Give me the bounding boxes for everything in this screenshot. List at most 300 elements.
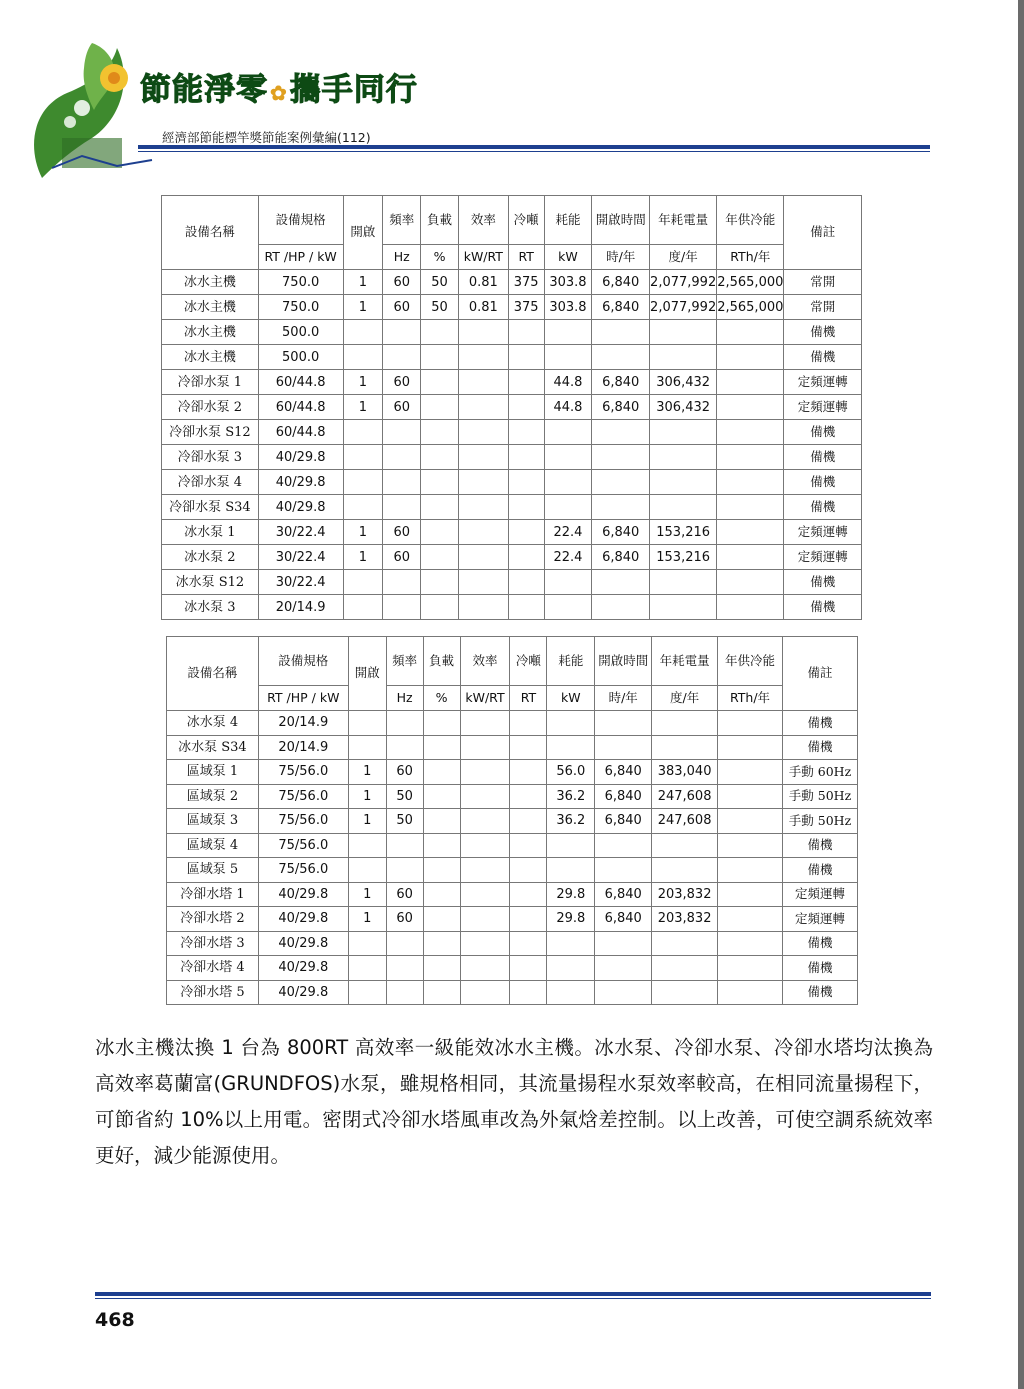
cell-load [421, 345, 459, 370]
unit-freq: Hz [386, 686, 423, 711]
cell-name: 冰水主機 [162, 270, 259, 295]
slogan-left: 節能淨零 [140, 72, 268, 108]
cell-hours: 6,840 [595, 784, 652, 809]
cell-freq [383, 320, 421, 345]
cell-cooling [717, 570, 784, 595]
table-row [162, 520, 862, 545]
cell-spec: 75/56.0 [258, 858, 348, 883]
cell-freq [386, 711, 423, 736]
cell-freq: 60 [383, 545, 421, 570]
cell-name: 冷卻水泵 4 [162, 470, 259, 495]
table-row [167, 711, 858, 736]
cell-tons [508, 495, 544, 520]
cell-on [343, 570, 383, 595]
cell-load [421, 445, 459, 470]
cell-load [421, 520, 459, 545]
cell-power [544, 470, 592, 495]
cell-spec: 60/44.8 [258, 395, 343, 420]
cell-hours [592, 495, 650, 520]
cell-note: 常開 [784, 295, 862, 320]
cell-note: 定頻運轉 [784, 520, 862, 545]
cell-eff [458, 445, 508, 470]
header-rule [138, 145, 930, 149]
unit-cooling: RTh/年 [718, 686, 783, 711]
cell-eff [458, 345, 508, 370]
cell-cooling [718, 809, 783, 834]
cell-spec: 75/56.0 [258, 833, 348, 858]
cell-tons [508, 595, 544, 620]
cell-eff [458, 570, 508, 595]
cell-energy: 203,832 [652, 907, 718, 932]
cell-note: 備機 [782, 980, 857, 1005]
cell-energy: 383,040 [652, 760, 718, 785]
cell-on [348, 711, 386, 736]
cell-name: 冰水泵 S12 [162, 570, 259, 595]
cell-note: 定頻運轉 [782, 882, 857, 907]
table-row [167, 907, 858, 932]
table-row [162, 570, 862, 595]
cell-energy [650, 470, 717, 495]
cell-eff [460, 809, 510, 834]
cell-power: 22.4 [544, 520, 592, 545]
unit-power: kW [544, 245, 592, 270]
col-energy: 年耗電量 [650, 196, 717, 245]
cell-hours [595, 980, 652, 1005]
cell-eff [458, 495, 508, 520]
cell-tons [508, 520, 544, 545]
col-name: 設備名稱 [162, 196, 259, 270]
cell-freq [383, 345, 421, 370]
cell-power [547, 956, 595, 981]
cell-power [547, 833, 595, 858]
cell-freq: 60 [383, 270, 421, 295]
cell-name: 冷卻水泵 1 [162, 370, 259, 395]
cell-note: 備機 [782, 833, 857, 858]
cell-power [544, 570, 592, 595]
cell-name: 冰水主機 [162, 320, 259, 345]
cell-energy [652, 858, 718, 883]
header-rule-thin [138, 151, 930, 152]
cell-energy: 203,832 [652, 882, 718, 907]
cell-spec: 40/29.8 [258, 956, 348, 981]
cell-energy: 2,077,992 [650, 295, 717, 320]
cell-eff [460, 833, 510, 858]
cell-cooling [717, 320, 784, 345]
cell-name: 區域泵 2 [167, 784, 259, 809]
cell-on: 1 [348, 907, 386, 932]
cell-freq [383, 570, 421, 595]
cell-spec: 40/29.8 [258, 907, 348, 932]
cell-on: 1 [343, 520, 383, 545]
cell-eff [458, 595, 508, 620]
cell-power: 22.4 [544, 545, 592, 570]
cell-tons [508, 470, 544, 495]
cell-cooling [718, 980, 783, 1005]
cell-on [348, 833, 386, 858]
col-cooling: 年供冷能 [717, 196, 784, 245]
footer-rule-thin [95, 1298, 931, 1299]
cell-eff [460, 858, 510, 883]
cell-energy [650, 420, 717, 445]
table-row [162, 545, 862, 570]
cell-load: 50 [421, 295, 459, 320]
table-row [162, 445, 862, 470]
cell-power: 29.8 [547, 882, 595, 907]
cell-name: 冰水泵 4 [167, 711, 259, 736]
cell-freq: 50 [386, 784, 423, 809]
page-number: 468 [95, 1309, 135, 1331]
cell-freq [383, 420, 421, 445]
cell-power [547, 735, 595, 760]
cell-name: 冷卻水塔 3 [167, 931, 259, 956]
unit-freq: Hz [383, 245, 421, 270]
slogan-right: 攜手同行 [289, 72, 418, 108]
cell-hours [592, 570, 650, 595]
cell-note: 備機 [784, 445, 862, 470]
cell-tons [510, 784, 547, 809]
cell-load [423, 931, 460, 956]
cell-name: 冰水泵 2 [162, 545, 259, 570]
cell-spec: 40/29.8 [258, 470, 343, 495]
cell-load [423, 711, 460, 736]
cell-note: 備機 [782, 711, 857, 736]
cell-spec: 30/22.4 [258, 545, 343, 570]
table-row [167, 980, 858, 1005]
cell-hours [595, 858, 652, 883]
cell-power: 44.8 [544, 395, 592, 420]
equipment-table-2 [166, 636, 858, 1005]
cell-on [343, 420, 383, 445]
cell-energy: 247,608 [652, 784, 718, 809]
flower-dot-icon: ✿ [270, 81, 288, 105]
cell-tons [510, 833, 547, 858]
cell-cooling [717, 595, 784, 620]
cell-spec: 750.0 [258, 270, 343, 295]
cell-power: 36.2 [547, 809, 595, 834]
cell-tons [508, 320, 544, 345]
header-subtitle: 經濟部節能標竿獎節能案例彙編(112) [162, 130, 371, 145]
table-row [167, 760, 858, 785]
col-on: 開啟 [348, 637, 386, 711]
unit-tons: RT [508, 245, 544, 270]
cell-tons [510, 858, 547, 883]
cell-hours [592, 320, 650, 345]
cell-on [343, 470, 383, 495]
cell-freq: 60 [383, 370, 421, 395]
table-row [167, 833, 858, 858]
cell-energy [650, 445, 717, 470]
cell-on: 1 [348, 882, 386, 907]
col-spec: 設備規格 [258, 196, 343, 245]
table-row [167, 735, 858, 760]
cell-on: 1 [343, 545, 383, 570]
cell-name: 區域泵 4 [167, 833, 259, 858]
cell-freq [383, 445, 421, 470]
cell-hours [592, 595, 650, 620]
table-row [167, 784, 858, 809]
col-energy: 年耗電量 [652, 637, 718, 686]
cell-energy: 247,608 [652, 809, 718, 834]
cell-spec: 30/22.4 [258, 520, 343, 545]
cell-spec: 30/22.4 [258, 570, 343, 595]
cell-freq [383, 595, 421, 620]
cell-note: 備機 [784, 595, 862, 620]
cell-energy [652, 833, 718, 858]
cell-spec: 500.0 [258, 345, 343, 370]
cell-power [544, 345, 592, 370]
cell-energy: 153,216 [650, 545, 717, 570]
cell-load: 50 [421, 270, 459, 295]
cell-name: 區域泵 5 [167, 858, 259, 883]
col-tons: 冷噸 [508, 196, 544, 245]
table-2-body [167, 711, 858, 1005]
cell-on [343, 345, 383, 370]
cell-load [421, 495, 459, 520]
table-row [162, 420, 862, 445]
cell-load [421, 420, 459, 445]
cell-cooling [718, 711, 783, 736]
cell-power: 303.8 [544, 295, 592, 320]
cell-on: 1 [343, 270, 383, 295]
cell-freq [386, 956, 423, 981]
cell-name: 冰水泵 S34 [167, 735, 259, 760]
col-note: 備註 [782, 637, 857, 711]
cell-load [423, 956, 460, 981]
table-row [167, 858, 858, 883]
cell-power: 36.2 [547, 784, 595, 809]
cell-power [544, 445, 592, 470]
equipment-table-1 [161, 195, 862, 620]
cell-hours: 6,840 [592, 270, 650, 295]
col-cooling: 年供冷能 [718, 637, 783, 686]
cell-hours: 6,840 [592, 295, 650, 320]
cell-tons [508, 570, 544, 595]
cell-hours: 6,840 [595, 809, 652, 834]
table-row [162, 370, 862, 395]
cell-freq: 60 [386, 760, 423, 785]
cell-spec: 60/44.8 [258, 420, 343, 445]
cell-tons [510, 882, 547, 907]
cell-freq: 50 [386, 809, 423, 834]
cell-load [423, 735, 460, 760]
cell-eff [460, 931, 510, 956]
cell-energy [652, 980, 718, 1005]
cell-cooling [717, 370, 784, 395]
cell-note: 備機 [784, 345, 862, 370]
cell-freq [383, 495, 421, 520]
cell-cooling [718, 833, 783, 858]
cell-note: 手動 60Hz [782, 760, 857, 785]
cell-hours: 6,840 [595, 882, 652, 907]
body-paragraph: 冰水主機汰換 1 台為 800RT 高效率一級能效冰水主機。冰水泵、冷卻水泵、冷卻水塔均汰換為高效率葛蘭富(GRUNDFOS)水泵，雖規格相同，其流量揚程水泵效率較高，在相同流量揚程下，可節省約 10%以上用電。密閉式冷卻水塔風車改為外氣焓差控制。以上改善，可使空調系統效率更好，減少能源使用。 [95, 1036, 933, 1167]
cell-eff: 0.81 [458, 270, 508, 295]
cell-name: 冰水泵 3 [162, 595, 259, 620]
unit-energy: 度/年 [652, 686, 718, 711]
unit-energy: 度/年 [650, 245, 717, 270]
table-row [162, 495, 862, 520]
page-edge [1018, 0, 1024, 1389]
cell-hours [592, 420, 650, 445]
cell-energy [650, 320, 717, 345]
cell-note: 備機 [784, 420, 862, 445]
cell-freq: 60 [383, 520, 421, 545]
cell-tons [508, 545, 544, 570]
cell-cooling [718, 760, 783, 785]
cell-name: 冷卻水泵 S34 [162, 495, 259, 520]
cell-spec: 75/56.0 [258, 784, 348, 809]
unit-eff: kW/RT [458, 245, 508, 270]
cell-load [423, 833, 460, 858]
cell-load [423, 809, 460, 834]
cell-name: 冰水主機 [162, 345, 259, 370]
cell-load [423, 907, 460, 932]
col-freq: 頻率 [386, 637, 423, 686]
cell-on [348, 735, 386, 760]
cell-note: 手動 50Hz [782, 809, 857, 834]
cell-tons [510, 760, 547, 785]
cell-energy [650, 570, 717, 595]
cell-spec: 60/44.8 [258, 370, 343, 395]
cell-eff [458, 320, 508, 345]
col-note: 備註 [784, 196, 862, 270]
cell-cooling [718, 882, 783, 907]
cell-load [423, 784, 460, 809]
cell-note: 備機 [784, 570, 862, 595]
cell-cooling: 2,565,000 [717, 295, 784, 320]
col-load: 負載 [423, 637, 460, 686]
cell-hours [595, 833, 652, 858]
cell-on: 1 [348, 809, 386, 834]
cell-load [421, 320, 459, 345]
cell-power [544, 320, 592, 345]
cell-spec: 40/29.8 [258, 882, 348, 907]
cell-on [348, 956, 386, 981]
col-hours: 開啟時間 [595, 637, 652, 686]
cell-freq [386, 735, 423, 760]
cell-hours [592, 445, 650, 470]
table-row [162, 295, 862, 320]
cell-hours [595, 956, 652, 981]
cell-cooling [717, 495, 784, 520]
cell-cooling [717, 395, 784, 420]
cell-spec: 20/14.9 [258, 711, 348, 736]
cell-freq: 60 [386, 907, 423, 932]
cell-energy [652, 956, 718, 981]
cell-cooling [718, 784, 783, 809]
cell-note: 定頻運轉 [784, 395, 862, 420]
table-row [167, 931, 858, 956]
cell-spec: 40/29.8 [258, 445, 343, 470]
unit-tons: RT [510, 686, 547, 711]
cell-freq [386, 858, 423, 883]
cell-on [343, 595, 383, 620]
cell-name: 冷卻水塔 4 [167, 956, 259, 981]
table-row [162, 320, 862, 345]
cell-name: 冰水泵 1 [162, 520, 259, 545]
cell-power: 56.0 [547, 760, 595, 785]
cell-freq: 60 [386, 882, 423, 907]
cell-tons [510, 735, 547, 760]
cell-name: 冷卻水塔 1 [167, 882, 259, 907]
cell-eff [460, 784, 510, 809]
cell-note: 備機 [782, 858, 857, 883]
cell-on [343, 445, 383, 470]
cell-name: 區域泵 1 [167, 760, 259, 785]
cell-on: 1 [343, 295, 383, 320]
cell-load [421, 395, 459, 420]
cell-eff [460, 882, 510, 907]
cell-eff [460, 980, 510, 1005]
cell-note: 備機 [782, 931, 857, 956]
cell-power [547, 711, 595, 736]
unit-hours: 時/年 [592, 245, 650, 270]
cell-freq: 60 [383, 295, 421, 320]
cell-note: 定頻運轉 [784, 370, 862, 395]
cell-eff: 0.81 [458, 295, 508, 320]
cell-cooling [717, 470, 784, 495]
cell-tons [510, 956, 547, 981]
cell-spec: 750.0 [258, 295, 343, 320]
cell-tons [510, 711, 547, 736]
cell-hours [592, 345, 650, 370]
cell-note: 備機 [784, 495, 862, 520]
col-eff: 效率 [458, 196, 508, 245]
cell-hours [595, 931, 652, 956]
cell-note: 手動 50Hz [782, 784, 857, 809]
cell-name: 冷卻水泵 S12 [162, 420, 259, 445]
cell-note: 定頻運轉 [782, 907, 857, 932]
col-on: 開啟 [343, 196, 383, 270]
cell-energy [652, 711, 718, 736]
cell-on [348, 980, 386, 1005]
cell-name: 冷卻水泵 2 [162, 395, 259, 420]
table-row [167, 809, 858, 834]
unit-load: % [423, 686, 460, 711]
col-eff: 效率 [460, 637, 510, 686]
cell-spec: 20/14.9 [258, 595, 343, 620]
cell-tons [510, 907, 547, 932]
unit-cooling: RTh/年 [717, 245, 784, 270]
cell-tons [508, 345, 544, 370]
cell-on [348, 931, 386, 956]
cell-tons [508, 370, 544, 395]
cell-power: 29.8 [547, 907, 595, 932]
cell-on: 1 [343, 395, 383, 420]
cell-on [348, 858, 386, 883]
cell-eff [460, 711, 510, 736]
cell-load [423, 760, 460, 785]
cell-name: 冷卻水泵 3 [162, 445, 259, 470]
cell-eff [460, 956, 510, 981]
cell-name: 區域泵 3 [167, 809, 259, 834]
cell-spec: 75/56.0 [258, 809, 348, 834]
cell-eff [458, 395, 508, 420]
cell-tons [508, 445, 544, 470]
cell-spec: 75/56.0 [258, 760, 348, 785]
cell-hours: 6,840 [592, 545, 650, 570]
cell-power [544, 420, 592, 445]
cell-load [421, 470, 459, 495]
unit-hours: 時/年 [595, 686, 652, 711]
cell-freq [386, 833, 423, 858]
cell-spec: 40/29.8 [258, 931, 348, 956]
cell-cooling [717, 545, 784, 570]
cell-power: 44.8 [544, 370, 592, 395]
cell-power [547, 931, 595, 956]
cell-load [421, 570, 459, 595]
cell-power [547, 980, 595, 1005]
cell-energy: 306,432 [650, 370, 717, 395]
